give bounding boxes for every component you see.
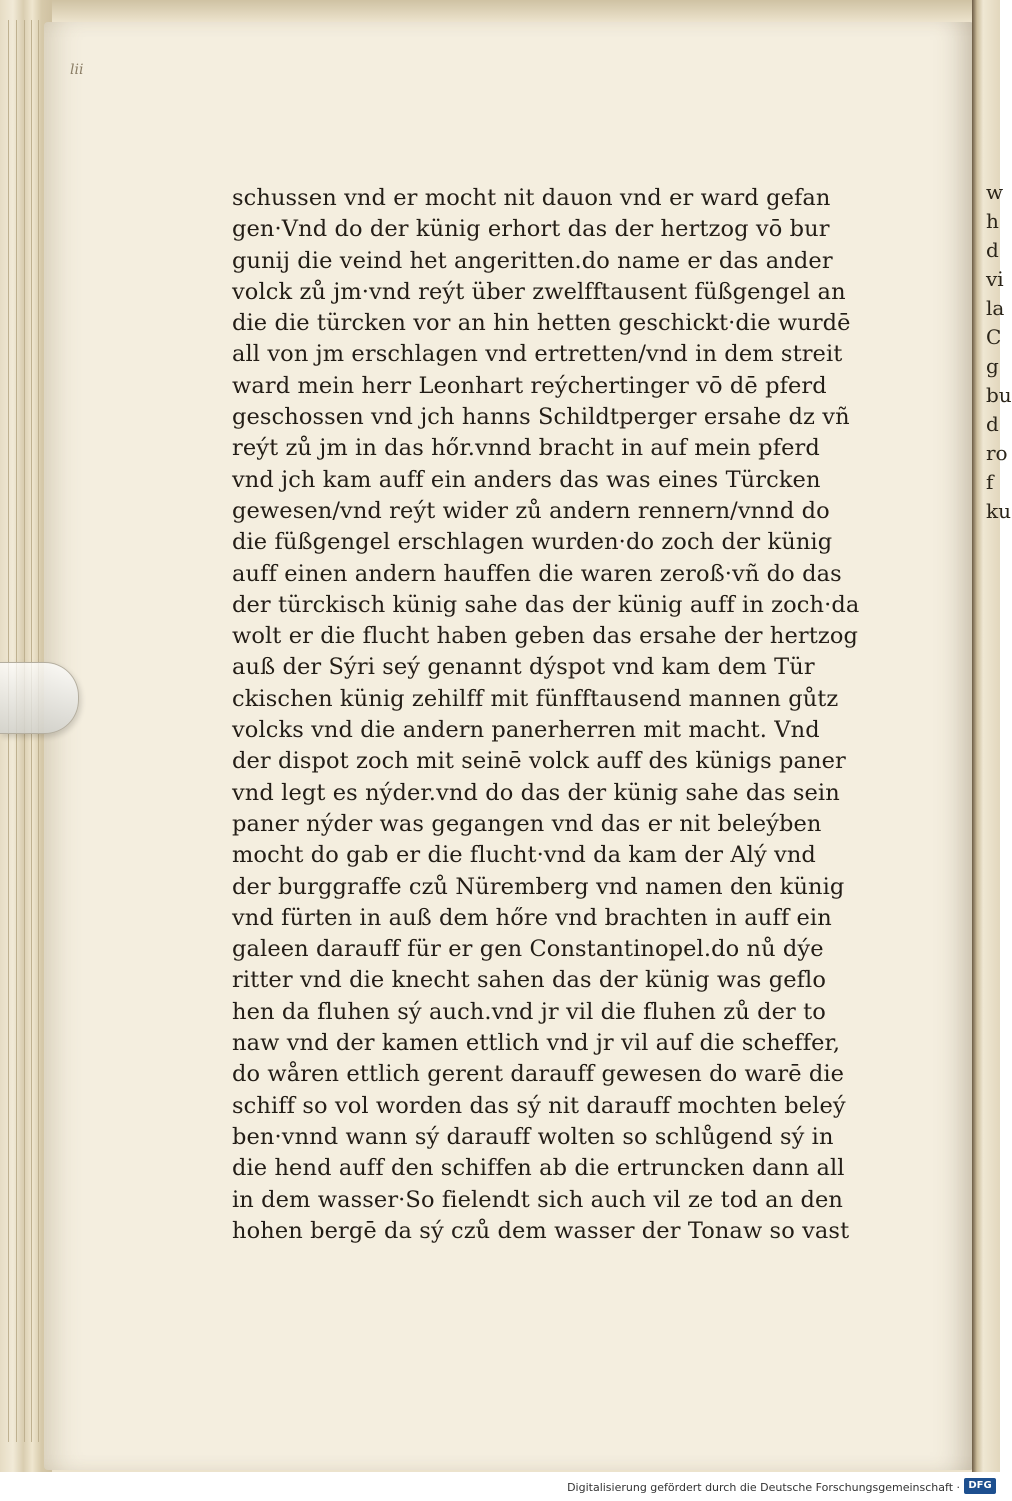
text-line: vnd legt es nýder.vnd do das der künig sahe das sein bbox=[232, 779, 840, 806]
text-line: auff einen andern hauffen die waren zeroß·vñ do das bbox=[232, 560, 842, 587]
text-line: hen da fluhen sý auch.vnd jr vil die fluhen zů der to bbox=[232, 998, 826, 1025]
text-line: naw vnd der kamen ettlich vnd jr vil auf die scheffer, bbox=[232, 1030, 841, 1057]
text-line: gewesen/vnd reýt wider zů andern rennern/vnnd do bbox=[232, 497, 830, 524]
text-line: ckischen künig zehilff mit fünfftausend mannen gůtz bbox=[232, 685, 839, 712]
text-line: reýt zů jm in das hőr.vnnd bracht in auf mein pferd bbox=[232, 435, 820, 462]
text-line: gen·Vnd do der künig erhort das der hertzog vō bur bbox=[232, 216, 830, 243]
facing-fragment: vi bbox=[986, 267, 1004, 291]
folio-mark: lii bbox=[70, 62, 84, 78]
facing-fragment: f bbox=[986, 470, 994, 494]
funding-credit: Digitalisierung gefördert durch die Deutsche Forschungsgemeinschaft · bbox=[567, 1481, 960, 1494]
text-line: volck zů jm·vnd reýt über zwelfftausent füßgengel an bbox=[232, 278, 846, 305]
footer-bar bbox=[0, 1472, 1000, 1501]
facing-fragment: h bbox=[986, 209, 999, 233]
facing-fragment: ku bbox=[986, 499, 1011, 523]
text-line: ritter vnd die knecht sahen das der künig was geflo bbox=[232, 967, 826, 994]
text-line: ward mein herr Leonhart reýchertinger vō dē pferd bbox=[232, 372, 827, 399]
page-holder-clip bbox=[0, 662, 79, 734]
text-line: geschossen vnd jch hanns Schildtperger ersahe dz vñ bbox=[232, 404, 850, 431]
facing-fragment: d bbox=[986, 238, 999, 262]
text-line: do wåren ettlich gerent darauff gewesen do warē die bbox=[232, 1061, 845, 1088]
text-line: auß der Sýri seý genannt dýspot vnd kam dem Tür bbox=[232, 654, 815, 681]
text-line: schussen vnd er mocht nit dauon vnd er ward gefan bbox=[232, 185, 831, 211]
facing-page-text bbox=[986, 180, 1012, 528]
facing-fragment: g bbox=[986, 354, 999, 378]
facing-fragment: ro bbox=[986, 441, 1008, 465]
dfg-logo: DFG bbox=[964, 1478, 996, 1494]
text-line: wolt er die flucht haben geben das ersahe der hertzog bbox=[232, 623, 858, 650]
text-line: all von jm erschlagen vnd ertretten/vnd in dem streit bbox=[232, 341, 843, 368]
facing-fragment: la bbox=[986, 296, 1005, 320]
text-line: volcks vnd die andern panerherren mit macht. Vnd bbox=[232, 717, 820, 744]
text-line: die hend auff den schiffen ab die ertruncken dann all bbox=[232, 1155, 845, 1182]
text-line: ben·vnnd wann sý darauff wolten so schlůgend sý in bbox=[232, 1123, 834, 1150]
text-line: mocht do gab er die flucht·vnd da kam der Alý vnd bbox=[232, 842, 816, 869]
top-page-edge bbox=[0, 0, 1000, 22]
text-line: die füßgengel erschlagen wurden·do zoch der künig bbox=[232, 529, 833, 556]
text-line: vnd jch kam auff ein anders das was eines Türcken bbox=[232, 466, 821, 493]
text-line: gunij die veind het angeritten.do name er das ander bbox=[232, 247, 833, 274]
text-line: hohen bergē da sý czů dem wasser der Tonaw so vast bbox=[232, 1217, 850, 1244]
facing-fragment: bu bbox=[986, 383, 1012, 407]
text-line: in dem wasser·So fielendt sich auch vil ze tod an den bbox=[232, 1186, 844, 1213]
text-line: der burggraffe czů Nüremberg vnd namen den künig bbox=[232, 873, 845, 900]
text-line: der türckisch künig sahe das der künig auff in zoch·da bbox=[232, 591, 860, 618]
facing-fragment: C bbox=[986, 325, 1002, 349]
text-line: galeen darauff für er gen Constantinopel.do nů dýe bbox=[232, 936, 824, 963]
text-line: die die türcken vor an hin hetten geschickt·die wurdē bbox=[232, 310, 851, 337]
text-line: schiff so vol worden das sý nit darauff mochten beleý bbox=[232, 1092, 846, 1119]
text-line: der dispot zoch mit seinē volck auff des künigs paner bbox=[232, 748, 846, 775]
text-line: vnd fürten in auß dem hőre vnd brachten in auff ein bbox=[232, 904, 832, 931]
facing-fragment: d bbox=[986, 412, 999, 436]
text-line: paner nýder was gegangen vnd das er nit beleýben bbox=[232, 810, 822, 837]
blackletter-text-block bbox=[232, 183, 882, 1247]
facing-fragment: w bbox=[986, 180, 1004, 204]
